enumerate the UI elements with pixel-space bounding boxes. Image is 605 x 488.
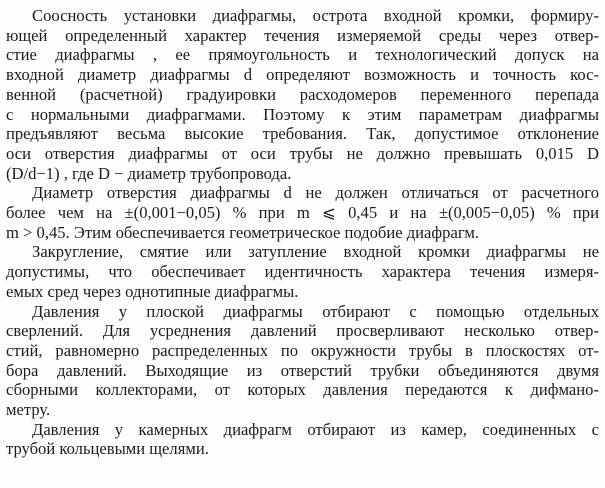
text-line: Давления у камерных диафрагм отбирают из камер, соединенных с <box>32 419 599 439</box>
text-line: бора давлений. Выходящие из отверстий трубки объединяются двумя <box>6 360 599 380</box>
text-line: трубой кольцевыми щелями. <box>6 439 209 459</box>
text-line: сверлений. Для усреднения давлений просверливают несколько отвер- <box>6 321 599 341</box>
text-line: допустимы, что обеспечивает идентичность характера течения измеря- <box>6 262 599 282</box>
text-line: емых сред через однотипные диафрагмы. <box>6 281 299 301</box>
text-line: Соосность установки диафрагмы, острота входной кромки, формиру- <box>32 6 599 25</box>
paragraph-5 <box>6 420 599 459</box>
paragraph-1 <box>6 6 599 183</box>
text-line: ющей определенный характер течения измеряемой среды через отвер- <box>6 25 599 45</box>
text-line: Диаметр отверстия диафрагмы d не должен отличаться от расчетного <box>32 183 599 203</box>
text-line: входной диаметр диафрагмы d определяют возможность и точность кос- <box>6 65 599 85</box>
text-line: сборными коллекторами, от которых давления передаются к дифмано- <box>6 380 599 400</box>
text-line: m > 0,45. Этим обеспечивается геометрическое подобие диафрагм. <box>6 222 480 242</box>
text-line: стий, равномерно распределенных по окружности трубы в плоскостях от- <box>6 340 599 360</box>
text-line: более чем на ±(0,001−0,05) % при m ⩽ 0,45 и на ±(0,005−0,05) % при <box>6 203 599 223</box>
paragraph-2 <box>6 183 599 242</box>
text-line: Давления у плоской диафрагмы отбирают с помощью отдельных <box>32 301 599 321</box>
text-line: стие диафрагмы , ее прямоугольность и технологический допуск на <box>6 45 599 65</box>
text-line: оси отверстия диафрагмы от оси трубы не должно превышать 0,015 D <box>6 143 599 163</box>
text-line: с нормальными диафрагмами. Поэтому к этим параметрам диафрагмы <box>6 104 599 124</box>
text-line: венной (расчетной) градуировки расходомеров переменного перепада <box>6 84 599 104</box>
text-line: (D/d−1) , где D − диаметр трубопровода. <box>6 163 292 183</box>
body-text <box>6 6 599 459</box>
text-line: предъявляют весьма высокие требования. Так, допустимое отклонение <box>6 124 599 144</box>
text-line: Закругление, смятие или затупление входной кромки диафрагмы не <box>32 242 599 262</box>
text-line: метру. <box>6 400 51 420</box>
paragraph-3 <box>6 242 599 301</box>
paragraph-4 <box>6 302 599 420</box>
